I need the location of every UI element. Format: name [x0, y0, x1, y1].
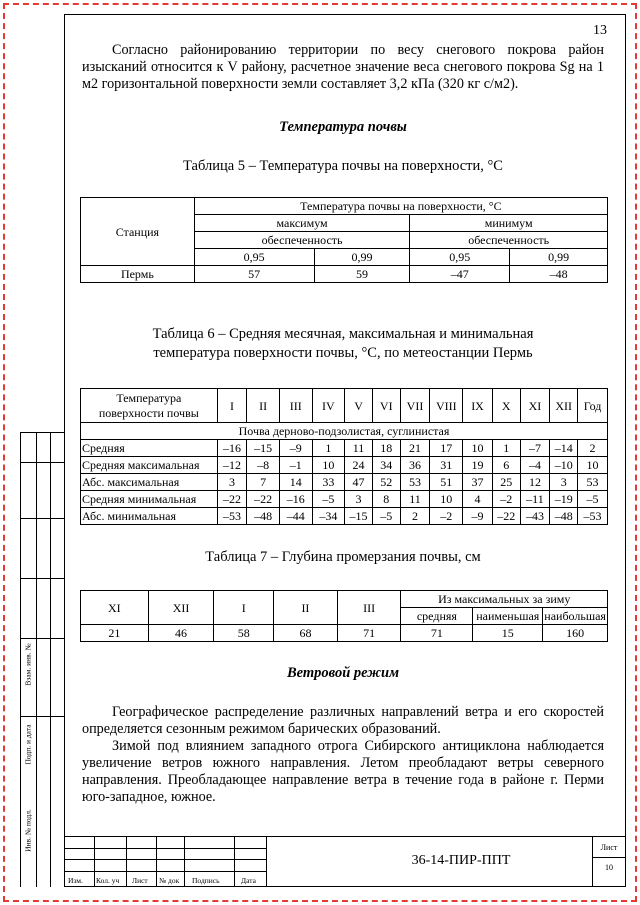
table6-row-label: Средняя максимальная: [81, 457, 218, 474]
heading-wind-regime: Ветровой режим: [286, 665, 400, 681]
table7-sub-header: наименьшая: [473, 608, 543, 625]
table6-cell: 2: [400, 508, 430, 525]
table6-cell: –15: [247, 440, 280, 457]
table6-cell: –2: [430, 508, 463, 525]
title-block: [64, 836, 626, 887]
table5-cell: –47: [410, 266, 510, 283]
table6-cell: 3: [217, 474, 247, 491]
table6-cell: 19: [463, 457, 493, 474]
table6-soil-type: Почва дерново-подзолистая, суглинистая: [81, 423, 608, 440]
table6-cell: 37: [463, 474, 493, 491]
table6-row-label: Абс. максимальная: [81, 474, 218, 491]
table6-cell: 11: [400, 491, 430, 508]
table5-prob-header: обеспеченность: [194, 232, 410, 249]
table6-cell: 7: [247, 474, 280, 491]
table7-cell: 21: [81, 625, 149, 642]
table6-month: VIII: [430, 389, 463, 423]
table6-cell: –2: [492, 491, 520, 508]
table6: [80, 388, 608, 525]
table7-month: XI: [81, 591, 149, 625]
document-code: 36-14-ПИР-ППТ: [411, 853, 511, 868]
table6-cell: 1: [492, 440, 520, 457]
stamp-label-sheet: Лист: [132, 876, 148, 885]
table6-caption: [82, 325, 604, 363]
table6-cell: –34: [312, 508, 345, 525]
table7-cell: 71: [401, 625, 473, 642]
table6-month: VI: [372, 389, 400, 423]
table5-cell: 59: [314, 266, 410, 283]
table5-prob: 0,99: [314, 249, 410, 266]
table5-station-header: Станция: [81, 198, 195, 266]
table6-cell: 14: [279, 474, 312, 491]
table6-cell: 53: [400, 474, 430, 491]
table5-cell: 57: [194, 266, 314, 283]
table6-cell: 4: [463, 491, 493, 508]
table6-cell: –22: [217, 491, 247, 508]
table6-month: II: [247, 389, 280, 423]
left-binding-strip: [20, 432, 64, 887]
table6-month: I: [217, 389, 247, 423]
table6-cell: –4: [520, 457, 550, 474]
table5-station: Пермь: [81, 266, 195, 283]
table6-cell: –16: [217, 440, 247, 457]
stamp-label-change: Изм.: [68, 876, 83, 885]
table6-header-label-line1: Температура: [116, 390, 182, 405]
table6-cell: 10: [463, 440, 493, 457]
table7-cell: 15: [473, 625, 543, 642]
table6-cell: 10: [312, 457, 345, 474]
page-content: [82, 42, 604, 93]
table6-row-label: Средняя минимальная: [81, 491, 218, 508]
table-row: [81, 457, 608, 474]
table7-cell: 58: [214, 625, 274, 642]
table6-cell: –22: [247, 491, 280, 508]
table6-cell: 36: [400, 457, 430, 474]
table6-month: V: [345, 389, 373, 423]
table6-cell: –9: [463, 508, 493, 525]
table-row: [81, 474, 608, 491]
table6-caption-line2: температура поверхности почвы, °С, по метеостанции Пермь: [153, 345, 533, 361]
table5: [80, 197, 608, 283]
table-row: [81, 508, 608, 525]
table6-cell: –53: [217, 508, 247, 525]
table7-sub-header: средняя: [401, 608, 473, 625]
table6-cell: –16: [279, 491, 312, 508]
table6-cell: 3: [345, 491, 373, 508]
table6-cell: –22: [492, 508, 520, 525]
table6-cell: 34: [372, 457, 400, 474]
table6-cell: –12: [217, 457, 247, 474]
table5-top-header: Температура почвы на поверхности, °С: [194, 198, 607, 215]
stamp-label-count: Кол. уч: [96, 876, 120, 885]
table6-cell: 24: [345, 457, 373, 474]
table7-month: II: [274, 591, 338, 625]
table6-month: IX: [463, 389, 493, 423]
sheet-label: Лист: [600, 843, 618, 852]
table7-cell: 160: [543, 625, 608, 642]
page-number: 13: [593, 23, 607, 38]
table6-cell: 10: [578, 457, 608, 474]
paragraph-wind-1: Географическое распределение различных направлений ветра и его скоростей определяется сезонным режимом барических образований.: [82, 704, 604, 737]
table5-prob: 0,99: [510, 249, 608, 266]
side-label-original-inv: Инв. № подл.: [23, 809, 33, 852]
table7-sub-header: наибольшая: [544, 609, 606, 623]
table6-cell: 12: [520, 474, 550, 491]
table6-cell: 52: [372, 474, 400, 491]
table6-cell: 47: [345, 474, 373, 491]
paragraph-wind-2: Зимой под влиянием западного отрога Сибирского антициклона наблюдается увеличение ветров южного направления. Летом преобладают ветры северного направления. Преобладающее направление ветра в течение года в районе г. Перми юго-западное, южное.: [82, 738, 604, 805]
table6-cell: 25: [492, 474, 520, 491]
table6-cell: –8: [247, 457, 280, 474]
table6-month: Год: [578, 389, 608, 423]
table5-min-header: минимум: [410, 215, 608, 232]
sheet-number: 10: [605, 863, 613, 872]
table6-cell: –7: [520, 440, 550, 457]
table5-cell: –48: [510, 266, 608, 283]
wind-text: [82, 704, 604, 806]
table6-cell: –48: [247, 508, 280, 525]
table-row: [81, 491, 608, 508]
table6-month: III: [279, 389, 312, 423]
stamp-label-doc: № док: [159, 876, 180, 885]
table6-cell: –5: [372, 508, 400, 525]
stamp-label-date: Дата: [241, 876, 256, 885]
table6-month: VII: [400, 389, 430, 423]
table6-cell: 8: [372, 491, 400, 508]
table6-cell: –15: [345, 508, 373, 525]
table6-cell: 1: [312, 440, 345, 457]
table5-prob: 0,95: [410, 249, 510, 266]
table6-cell: 51: [430, 474, 463, 491]
table6-cell: 3: [550, 474, 578, 491]
table6-cell: 53: [578, 474, 608, 491]
stamp-label-signature: Подпись: [192, 876, 220, 885]
table6-month: IV: [312, 389, 345, 423]
table-row: [81, 266, 608, 283]
table7-month: I: [214, 591, 274, 625]
table7-group-header: Из максимальных за зиму: [401, 591, 608, 608]
table6-cell: –53: [578, 508, 608, 525]
table6-cell: –10: [550, 457, 578, 474]
table6-header-label: [81, 389, 218, 423]
table5-prob: 0,95: [194, 249, 314, 266]
table5-caption: Таблица 5 – Температура почвы на поверхности, °С: [183, 158, 503, 174]
table7-cell: 46: [148, 625, 214, 642]
table7: [80, 590, 608, 642]
table6-cell: 21: [400, 440, 430, 457]
table6-cell: –1: [279, 457, 312, 474]
side-label-sign-date: Подп. и дата: [23, 724, 33, 765]
table7-month: III: [337, 591, 401, 625]
table6-cell: –43: [520, 508, 550, 525]
table6-cell: –14: [550, 440, 578, 457]
table6-cell: –5: [312, 491, 345, 508]
table6-month: X: [492, 389, 520, 423]
table6-cell: 31: [430, 457, 463, 474]
table6-cell: –44: [279, 508, 312, 525]
table6-cell: 2: [578, 440, 608, 457]
table-row: [81, 625, 608, 642]
table7-caption: Таблица 7 – Глубина промерзания почвы, см: [205, 549, 481, 565]
table6-row-label: Абс. минимальная: [81, 508, 218, 525]
table6-cell: 6: [492, 457, 520, 474]
table6-cell: –11: [520, 491, 550, 508]
table6-cell: –19: [550, 491, 578, 508]
table6-cell: 33: [312, 474, 345, 491]
table6-cell: –9: [279, 440, 312, 457]
table6-cell: –48: [550, 508, 578, 525]
table5-max-header: максимум: [194, 215, 410, 232]
table7-cell: 71: [337, 625, 401, 642]
table7-month: XII: [148, 591, 214, 625]
heading-soil-temperature: Температура почвы: [279, 119, 407, 135]
table6-cell: –5: [578, 491, 608, 508]
table6-row-label: Средняя: [81, 440, 218, 457]
table6-caption-line1: Таблица 6 – Средняя месячная, максимальная и минимальная: [152, 326, 534, 342]
table5-prob-header: обеспеченность: [410, 232, 608, 249]
table6-cell: 11: [345, 440, 373, 457]
table6-cell: 17: [430, 440, 463, 457]
paragraph-snow: Согласно районированию территории по весу снегового покрова район изысканий относится к V району, расчетное значение веса снегового покрова Sg на 1 м2 горизонтальной поверхности земли составляет 3,2 кПа (320 кг с/м2).: [82, 42, 604, 92]
table-row: [81, 440, 608, 457]
table7-cell: 68: [274, 625, 338, 642]
table6-cell: 18: [372, 440, 400, 457]
table6-cell: 10: [430, 491, 463, 508]
side-label-replacement-inv: Взам. инв. №: [23, 643, 33, 686]
table6-month: XI: [520, 389, 550, 423]
table6-month: XII: [550, 389, 578, 423]
table6-header-label-line2: поверхности почвы: [98, 405, 199, 420]
